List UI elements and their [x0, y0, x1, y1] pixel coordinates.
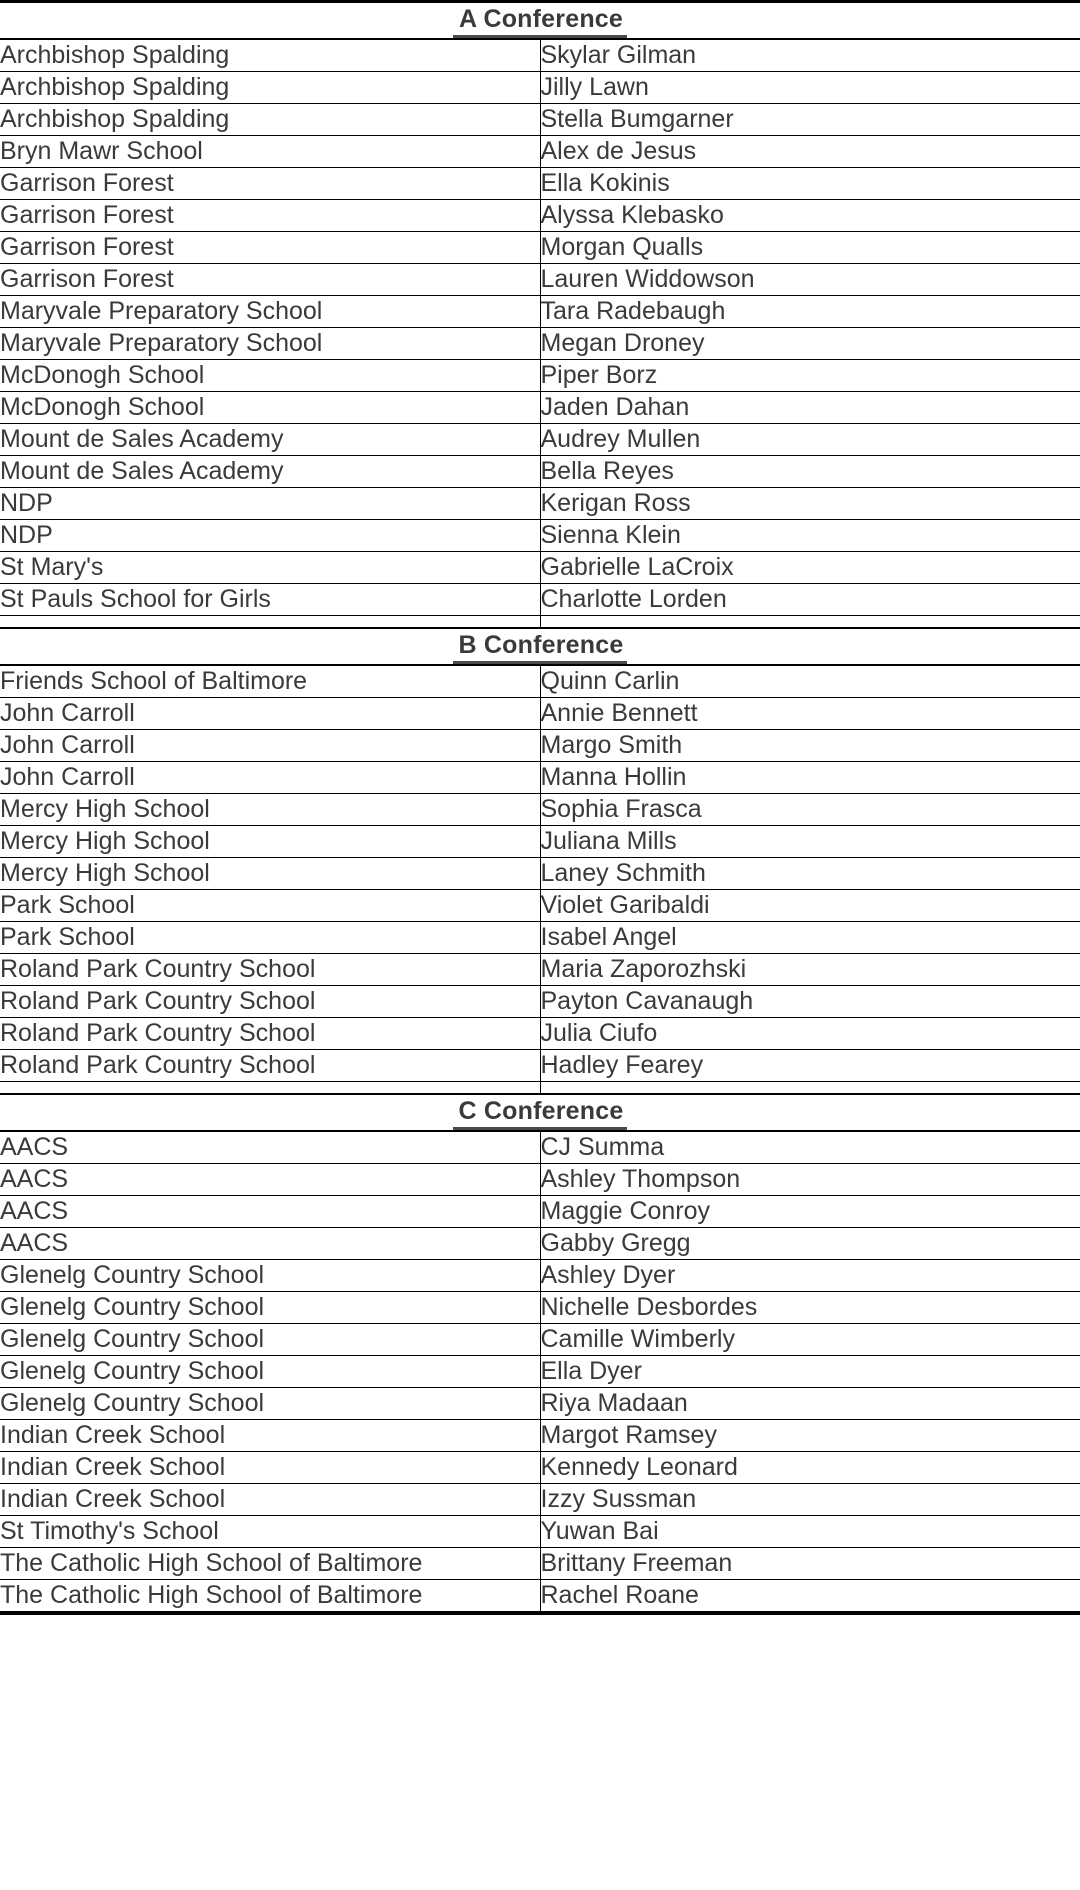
athlete-cell: Ashley Thompson: [540, 1164, 1080, 1196]
school-cell: Mercy High School: [0, 826, 540, 858]
conference-header-cell: [0, 1094, 1080, 1131]
school-cell: Glenelg Country School: [0, 1388, 540, 1420]
table-row: [0, 39, 1080, 72]
athlete-cell: Violet Garibaldi: [540, 890, 1080, 922]
table-row: [0, 520, 1080, 552]
athlete-cell: Ella Dyer: [540, 1356, 1080, 1388]
school-cell: Bryn Mawr School: [0, 136, 540, 168]
table-row: [0, 264, 1080, 296]
school-cell: NDP: [0, 520, 540, 552]
conference-header-row: [0, 3, 1080, 39]
athlete-cell: Laney Schmith: [540, 858, 1080, 890]
table-row: [0, 1018, 1080, 1050]
school-cell: Mount de Sales Academy: [0, 456, 540, 488]
athlete-cell: Gabby Gregg: [540, 1228, 1080, 1260]
athlete-cell: Camille Wimberly: [540, 1324, 1080, 1356]
table-row: [0, 360, 1080, 392]
table-row: [0, 730, 1080, 762]
athlete-cell: Yuwan Bai: [540, 1516, 1080, 1548]
school-cell: Garrison Forest: [0, 232, 540, 264]
school-cell: McDonogh School: [0, 392, 540, 424]
athlete-cell: Skylar Gilman: [540, 39, 1080, 72]
roster-table-body: [0, 3, 1080, 1612]
athlete-cell: Tara Radebaugh: [540, 296, 1080, 328]
table-row: [0, 762, 1080, 794]
section-spacer-row: [0, 616, 1080, 629]
athlete-cell: Hadley Fearey: [540, 1050, 1080, 1082]
school-cell: Roland Park Country School: [0, 1018, 540, 1050]
school-cell: Archbishop Spalding: [0, 39, 540, 72]
table-row: [0, 168, 1080, 200]
table-row: [0, 296, 1080, 328]
athlete-cell: Sienna Klein: [540, 520, 1080, 552]
table-row: [0, 890, 1080, 922]
school-cell: John Carroll: [0, 730, 540, 762]
conference-title: C Conference: [453, 1096, 628, 1130]
table-row: [0, 584, 1080, 616]
conference-roster-table: [0, 3, 1080, 1612]
table-row: [0, 232, 1080, 264]
school-cell: AACS: [0, 1131, 540, 1164]
athlete-cell: Gabrielle LaCroix: [540, 552, 1080, 584]
table-row: [0, 954, 1080, 986]
athlete-cell: Nichelle Desbordes: [540, 1292, 1080, 1324]
table-row: [0, 1388, 1080, 1420]
table-row: [0, 1324, 1080, 1356]
school-cell: Indian Creek School: [0, 1484, 540, 1516]
table-row: [0, 698, 1080, 730]
section-spacer-cell-athlete: [540, 1082, 1080, 1095]
section-spacer-cell-athlete: [540, 616, 1080, 629]
athlete-cell: Jaden Dahan: [540, 392, 1080, 424]
athlete-cell: Rachel Roane: [540, 1580, 1080, 1612]
athlete-cell: Megan Droney: [540, 328, 1080, 360]
athlete-cell: Isabel Angel: [540, 922, 1080, 954]
school-cell: Mercy High School: [0, 858, 540, 890]
school-cell: Roland Park Country School: [0, 986, 540, 1018]
table-row: [0, 986, 1080, 1018]
school-cell: The Catholic High School of Baltimore: [0, 1548, 540, 1580]
table-row: [0, 424, 1080, 456]
table-row: [0, 1452, 1080, 1484]
athlete-cell: Riya Madaan: [540, 1388, 1080, 1420]
athlete-cell: Kennedy Leonard: [540, 1452, 1080, 1484]
school-cell: Roland Park Country School: [0, 954, 540, 986]
conference-header-cell: [0, 3, 1080, 39]
athlete-cell: Brittany Freeman: [540, 1548, 1080, 1580]
table-row: [0, 488, 1080, 520]
athlete-cell: Stella Bumgarner: [540, 104, 1080, 136]
school-cell: NDP: [0, 488, 540, 520]
table-row: [0, 1420, 1080, 1452]
athlete-cell: Kerigan Ross: [540, 488, 1080, 520]
table-row: [0, 858, 1080, 890]
conference-title: A Conference: [453, 4, 627, 38]
athlete-cell: Izzy Sussman: [540, 1484, 1080, 1516]
school-cell: Garrison Forest: [0, 264, 540, 296]
conference-title: B Conference: [453, 630, 628, 664]
table-row: [0, 1164, 1080, 1196]
school-cell: Garrison Forest: [0, 200, 540, 232]
table-row: [0, 1292, 1080, 1324]
athlete-cell: Juliana Mills: [540, 826, 1080, 858]
school-cell: John Carroll: [0, 698, 540, 730]
table-row: [0, 1484, 1080, 1516]
school-cell: Archbishop Spalding: [0, 72, 540, 104]
school-cell: Friends School of Baltimore: [0, 665, 540, 698]
table-row: [0, 104, 1080, 136]
school-cell: John Carroll: [0, 762, 540, 794]
table-row: [0, 1356, 1080, 1388]
athlete-cell: Julia Ciufo: [540, 1018, 1080, 1050]
section-spacer-cell-school: [0, 616, 540, 629]
table-row: [0, 1548, 1080, 1580]
table-row: [0, 328, 1080, 360]
section-spacer-row: [0, 1082, 1080, 1095]
table-row: [0, 794, 1080, 826]
athlete-cell: Payton Cavanaugh: [540, 986, 1080, 1018]
school-cell: St Pauls School for Girls: [0, 584, 540, 616]
table-row: [0, 1516, 1080, 1548]
school-cell: Indian Creek School: [0, 1452, 540, 1484]
school-cell: Mount de Sales Academy: [0, 424, 540, 456]
conference-header-row: [0, 1094, 1080, 1131]
table-row: [0, 1228, 1080, 1260]
athlete-cell: Ella Kokinis: [540, 168, 1080, 200]
table-row: [0, 922, 1080, 954]
school-cell: Glenelg Country School: [0, 1292, 540, 1324]
athlete-cell: Morgan Qualls: [540, 232, 1080, 264]
conference-header-cell: [0, 628, 1080, 665]
athlete-cell: Piper Borz: [540, 360, 1080, 392]
table-row: [0, 200, 1080, 232]
school-cell: Glenelg Country School: [0, 1324, 540, 1356]
athlete-cell: Quinn Carlin: [540, 665, 1080, 698]
athlete-cell: Bella Reyes: [540, 456, 1080, 488]
table-row: [0, 665, 1080, 698]
table-row: [0, 552, 1080, 584]
athlete-cell: Annie Bennett: [540, 698, 1080, 730]
athlete-cell: Alex de Jesus: [540, 136, 1080, 168]
table-row: [0, 1050, 1080, 1082]
school-cell: Archbishop Spalding: [0, 104, 540, 136]
athlete-cell: CJ Summa: [540, 1131, 1080, 1164]
school-cell: Roland Park Country School: [0, 1050, 540, 1082]
athlete-cell: Charlotte Lorden: [540, 584, 1080, 616]
table-row: [0, 456, 1080, 488]
school-cell: AACS: [0, 1164, 540, 1196]
table-row: [0, 826, 1080, 858]
athlete-cell: Jilly Lawn: [540, 72, 1080, 104]
school-cell: The Catholic High School of Baltimore: [0, 1580, 540, 1612]
school-cell: Park School: [0, 922, 540, 954]
table-row: [0, 1260, 1080, 1292]
athlete-cell: Margot Ramsey: [540, 1420, 1080, 1452]
school-cell: Indian Creek School: [0, 1420, 540, 1452]
school-cell: AACS: [0, 1228, 540, 1260]
school-cell: Maryvale Preparatory School: [0, 296, 540, 328]
school-cell: St Mary's: [0, 552, 540, 584]
table-row: [0, 1131, 1080, 1164]
conference-header-row: [0, 628, 1080, 665]
school-cell: Maryvale Preparatory School: [0, 328, 540, 360]
school-cell: St Timothy's School: [0, 1516, 540, 1548]
school-cell: Glenelg Country School: [0, 1356, 540, 1388]
school-cell: Garrison Forest: [0, 168, 540, 200]
school-cell: Park School: [0, 890, 540, 922]
athlete-cell: Manna Hollin: [540, 762, 1080, 794]
table-row: [0, 72, 1080, 104]
table-row: [0, 392, 1080, 424]
table-row: [0, 136, 1080, 168]
athlete-cell: Alyssa Klebasko: [540, 200, 1080, 232]
athlete-cell: Maria Zaporozhski: [540, 954, 1080, 986]
school-cell: Glenelg Country School: [0, 1260, 540, 1292]
athlete-cell: Sophia Frasca: [540, 794, 1080, 826]
table-row: [0, 1580, 1080, 1612]
athlete-cell: Audrey Mullen: [540, 424, 1080, 456]
athlete-cell: Maggie Conroy: [540, 1196, 1080, 1228]
athlete-cell: Lauren Widdowson: [540, 264, 1080, 296]
athlete-cell: Margo Smith: [540, 730, 1080, 762]
school-cell: AACS: [0, 1196, 540, 1228]
section-spacer-cell-school: [0, 1082, 540, 1095]
athlete-cell: Ashley Dyer: [540, 1260, 1080, 1292]
school-cell: McDonogh School: [0, 360, 540, 392]
school-cell: Mercy High School: [0, 794, 540, 826]
table-row: [0, 1196, 1080, 1228]
